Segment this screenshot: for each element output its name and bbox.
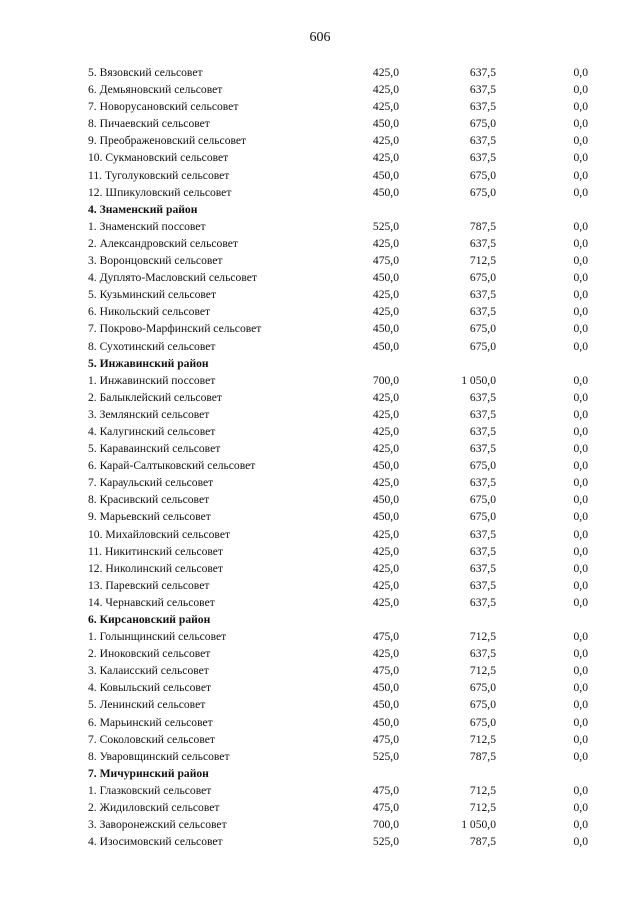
value-column-3: 0,0 bbox=[573, 835, 588, 849]
table-row bbox=[88, 679, 588, 696]
value-column-2: 787,5 bbox=[469, 749, 496, 763]
value-column-3: 0,0 bbox=[573, 578, 588, 592]
value-column-3: 0,0 bbox=[573, 185, 588, 199]
table-row bbox=[88, 167, 588, 184]
value-column-2: 637,5 bbox=[469, 288, 496, 302]
table-row bbox=[88, 696, 588, 713]
value-column-1: 425,0 bbox=[372, 407, 399, 421]
value-column-1: 450,0 bbox=[372, 185, 399, 199]
value-column-2: 1 050,0 bbox=[461, 373, 496, 387]
settlement-name: 6. Никольский сельсовет bbox=[88, 305, 211, 319]
value-column-1: 700,0 bbox=[372, 373, 399, 387]
value-column-1: 425,0 bbox=[372, 578, 399, 592]
value-column-3: 0,0 bbox=[573, 664, 588, 678]
value-column-1: 425,0 bbox=[372, 544, 399, 558]
value-column-2: 637,5 bbox=[469, 424, 496, 438]
value-column-2: 675,0 bbox=[469, 698, 496, 712]
value-column-2: 637,5 bbox=[469, 647, 496, 661]
value-column-2: 675,0 bbox=[469, 339, 496, 353]
value-column-2: 712,5 bbox=[469, 732, 496, 746]
value-column-1: 450,0 bbox=[372, 715, 399, 729]
value-column-3: 0,0 bbox=[573, 407, 588, 421]
table-row bbox=[88, 645, 588, 662]
value-column-1: 425,0 bbox=[372, 83, 399, 97]
value-column-2: 637,5 bbox=[469, 100, 496, 114]
value-column-2: 712,5 bbox=[469, 630, 496, 644]
settlement-name: 7. Покрово-Марфинский сельсовет bbox=[88, 322, 262, 336]
value-column-3: 0,0 bbox=[573, 168, 588, 182]
value-column-1: 475,0 bbox=[372, 732, 399, 746]
value-column-2: 637,5 bbox=[469, 407, 496, 421]
settlement-name: 2. Балыклейский сельсовет bbox=[88, 390, 222, 404]
table-row bbox=[88, 782, 588, 799]
table-row bbox=[88, 269, 588, 286]
value-column-1: 425,0 bbox=[372, 476, 399, 490]
table-row bbox=[88, 303, 588, 320]
value-column-1: 450,0 bbox=[372, 168, 399, 182]
table-row bbox=[88, 235, 588, 252]
value-column-1: 525,0 bbox=[372, 749, 399, 763]
value-column-2: 675,0 bbox=[469, 117, 496, 131]
value-column-1: 425,0 bbox=[372, 424, 399, 438]
value-column-3: 0,0 bbox=[573, 305, 588, 319]
value-column-1: 450,0 bbox=[372, 322, 399, 336]
value-column-3: 0,0 bbox=[573, 288, 588, 302]
district-header-row bbox=[88, 611, 588, 628]
table-row bbox=[88, 338, 588, 355]
settlement-name: 3. Заворонежский сельсовет bbox=[88, 818, 227, 832]
value-column-3: 0,0 bbox=[573, 698, 588, 712]
value-column-3: 0,0 bbox=[573, 390, 588, 404]
value-column-1: 475,0 bbox=[372, 783, 399, 797]
value-column-3: 0,0 bbox=[573, 527, 588, 541]
value-column-3: 0,0 bbox=[573, 749, 588, 763]
value-column-1: 475,0 bbox=[372, 801, 399, 815]
district-name: 6. Кирсановский район bbox=[88, 613, 211, 626]
value-column-1: 425,0 bbox=[372, 442, 399, 456]
settlement-name: 8. Сухотинский сельсовет bbox=[88, 339, 216, 353]
value-column-3: 0,0 bbox=[573, 783, 588, 797]
value-column-2: 637,5 bbox=[469, 578, 496, 592]
value-column-2: 712,5 bbox=[469, 664, 496, 678]
value-column-1: 450,0 bbox=[372, 510, 399, 524]
settlement-name: 4. Изосимовский сельсовет bbox=[88, 835, 223, 849]
value-column-2: 637,5 bbox=[469, 595, 496, 609]
value-column-3: 0,0 bbox=[573, 442, 588, 456]
table-row bbox=[88, 440, 588, 457]
value-column-3: 0,0 bbox=[573, 219, 588, 233]
value-column-1: 450,0 bbox=[372, 339, 399, 353]
value-column-3: 0,0 bbox=[573, 732, 588, 746]
settlement-name: 4. Калугинский сельсовет bbox=[88, 424, 216, 438]
value-column-2: 637,5 bbox=[469, 390, 496, 404]
value-column-2: 675,0 bbox=[469, 168, 496, 182]
value-column-3: 0,0 bbox=[573, 100, 588, 114]
settlement-name: 8. Пичаевский сельсовет bbox=[88, 117, 210, 131]
value-column-2: 712,5 bbox=[469, 254, 496, 268]
page-number: 606 bbox=[309, 30, 331, 45]
settlement-name: 4. Ковыльский сельсовет bbox=[88, 681, 212, 695]
value-column-1: 425,0 bbox=[372, 66, 399, 79]
value-column-3: 0,0 bbox=[573, 715, 588, 729]
value-column-1: 425,0 bbox=[372, 134, 399, 148]
settlement-name: 2. Иноковский сельсовет bbox=[88, 647, 211, 661]
table-row bbox=[88, 98, 588, 115]
value-column-1: 425,0 bbox=[372, 288, 399, 302]
document-table bbox=[88, 64, 588, 850]
settlement-name: 13. Паревский сельсовет bbox=[88, 578, 210, 592]
settlement-name: 1. Знаменский поссовет bbox=[88, 219, 206, 233]
value-column-2: 637,5 bbox=[469, 236, 496, 250]
table-row bbox=[88, 81, 588, 98]
settlement-name: 2. Жидиловский сельсовет bbox=[88, 801, 220, 815]
table-row bbox=[88, 731, 588, 748]
table-row bbox=[88, 184, 588, 201]
value-column-3: 0,0 bbox=[573, 271, 588, 285]
settlement-name: 12. Николинский сельсовет bbox=[88, 561, 224, 575]
table-row bbox=[88, 526, 588, 543]
value-column-3: 0,0 bbox=[573, 339, 588, 353]
district-header-row bbox=[88, 201, 588, 218]
settlement-name: 6. Демьяновский сельсовет bbox=[88, 83, 223, 97]
value-column-3: 0,0 bbox=[573, 544, 588, 558]
table-row bbox=[88, 577, 588, 594]
value-column-2: 675,0 bbox=[469, 459, 496, 473]
table-row bbox=[88, 799, 588, 816]
value-column-2: 675,0 bbox=[469, 271, 496, 285]
value-column-3: 0,0 bbox=[573, 493, 588, 507]
settlement-name: 3. Калаисский сельсовет bbox=[88, 664, 209, 678]
value-column-3: 0,0 bbox=[573, 151, 588, 165]
value-column-3: 0,0 bbox=[573, 681, 588, 695]
value-column-3: 0,0 bbox=[573, 630, 588, 644]
value-column-1: 425,0 bbox=[372, 527, 399, 541]
settlement-name: 8. Красивский сельсовет bbox=[88, 493, 210, 507]
settlement-name: 5. Вязовский сельсовет bbox=[88, 66, 203, 79]
table-row bbox=[88, 628, 588, 645]
value-column-1: 425,0 bbox=[372, 100, 399, 114]
value-column-2: 637,5 bbox=[469, 151, 496, 165]
table-row bbox=[88, 286, 588, 303]
district-header-row bbox=[88, 355, 588, 372]
table-row bbox=[88, 406, 588, 423]
settlement-name: 6. Марьинский сельсовет bbox=[88, 715, 213, 729]
table-row bbox=[88, 64, 588, 81]
table-row bbox=[88, 833, 588, 850]
table-row bbox=[88, 594, 588, 611]
value-column-3: 0,0 bbox=[573, 83, 588, 97]
value-column-3: 0,0 bbox=[573, 134, 588, 148]
value-column-2: 675,0 bbox=[469, 322, 496, 336]
value-column-3: 0,0 bbox=[573, 373, 588, 387]
settlement-name: 11. Никитинский сельсовет bbox=[88, 544, 224, 558]
district-name: 4. Знаменский район bbox=[88, 202, 198, 216]
table-row bbox=[88, 320, 588, 337]
value-column-2: 637,5 bbox=[469, 134, 496, 148]
value-column-3: 0,0 bbox=[573, 117, 588, 131]
value-column-1: 450,0 bbox=[372, 459, 399, 473]
district-name: 5. Инжавинский район bbox=[88, 356, 209, 370]
value-column-1: 475,0 bbox=[372, 630, 399, 644]
table-row bbox=[88, 132, 588, 149]
value-column-3: 0,0 bbox=[573, 66, 588, 79]
value-column-3: 0,0 bbox=[573, 561, 588, 575]
settlement-name: 5. Караваинский сельсовет bbox=[88, 442, 221, 456]
value-column-3: 0,0 bbox=[573, 459, 588, 473]
value-column-2: 637,5 bbox=[469, 476, 496, 490]
settlement-name: 5. Кузьминский сельсовет bbox=[88, 288, 217, 302]
table-row bbox=[88, 457, 588, 474]
value-column-2: 675,0 bbox=[469, 493, 496, 507]
value-column-1: 450,0 bbox=[372, 117, 399, 131]
value-column-2: 675,0 bbox=[469, 681, 496, 695]
district-name: 7. Мичуринский район bbox=[88, 766, 209, 780]
settlement-name: 8. Уваровщинский сельсовет bbox=[88, 749, 230, 763]
value-column-2: 637,5 bbox=[469, 83, 496, 97]
settlement-name: 6. Карай-Салтыковский сельсовет bbox=[88, 459, 256, 473]
value-column-1: 450,0 bbox=[372, 681, 399, 695]
value-column-3: 0,0 bbox=[573, 647, 588, 661]
value-column-2: 712,5 bbox=[469, 801, 496, 815]
table-row bbox=[88, 149, 588, 166]
value-column-1: 425,0 bbox=[372, 236, 399, 250]
value-column-2: 712,5 bbox=[469, 783, 496, 797]
settlement-name: 7. Караульский сельсовет bbox=[88, 476, 214, 490]
value-column-1: 425,0 bbox=[372, 561, 399, 575]
settlement-name: 3. Землянский сельсовет bbox=[88, 407, 210, 421]
value-column-2: 1 050,0 bbox=[461, 818, 496, 832]
value-column-2: 637,5 bbox=[469, 527, 496, 541]
value-column-3: 0,0 bbox=[573, 476, 588, 490]
value-column-1: 525,0 bbox=[372, 219, 399, 233]
value-column-1: 425,0 bbox=[372, 647, 399, 661]
value-column-1: 475,0 bbox=[372, 254, 399, 268]
value-column-1: 475,0 bbox=[372, 664, 399, 678]
value-column-2: 787,5 bbox=[469, 835, 496, 849]
settlement-name: 12. Шпикуловский сельсовет bbox=[88, 185, 232, 199]
table-row bbox=[88, 508, 588, 525]
settlement-name: 10. Сукмановский сельсовет bbox=[88, 151, 229, 165]
table-row bbox=[88, 115, 588, 132]
settlement-name: 2. Александровский сельсовет bbox=[88, 236, 238, 250]
table-row bbox=[88, 543, 588, 560]
value-column-3: 0,0 bbox=[573, 595, 588, 609]
table-row bbox=[88, 474, 588, 491]
value-column-2: 637,5 bbox=[469, 305, 496, 319]
settlement-name: 10. Михайловский сельсовет bbox=[88, 527, 231, 541]
table-row bbox=[88, 748, 588, 765]
table-row bbox=[88, 423, 588, 440]
settlement-name: 7. Соколовский сельсовет bbox=[88, 732, 215, 746]
value-column-2: 675,0 bbox=[469, 510, 496, 524]
table-row bbox=[88, 816, 588, 833]
value-column-2: 637,5 bbox=[469, 561, 496, 575]
value-column-2: 637,5 bbox=[469, 442, 496, 456]
settlement-name: 1. Голынщинский сельсовет bbox=[88, 630, 227, 644]
table-row bbox=[88, 560, 588, 577]
value-column-3: 0,0 bbox=[573, 801, 588, 815]
value-column-1: 425,0 bbox=[372, 595, 399, 609]
table-row bbox=[88, 662, 588, 679]
table-row bbox=[88, 218, 588, 235]
value-column-3: 0,0 bbox=[573, 510, 588, 524]
table-row bbox=[88, 372, 588, 389]
settlement-name: 14. Чернавский сельсовет bbox=[88, 595, 215, 609]
value-column-1: 450,0 bbox=[372, 271, 399, 285]
value-column-2: 637,5 bbox=[469, 544, 496, 558]
value-column-1: 425,0 bbox=[372, 305, 399, 319]
value-column-3: 0,0 bbox=[573, 236, 588, 250]
value-column-3: 0,0 bbox=[573, 254, 588, 268]
district-header-row bbox=[88, 765, 588, 782]
value-column-3: 0,0 bbox=[573, 322, 588, 336]
value-column-2: 787,5 bbox=[469, 219, 496, 233]
settlement-name: 11. Туголуковский сельсовет bbox=[88, 168, 230, 182]
settlement-name: 4. Дуплято-Масловский сельсовет bbox=[88, 271, 257, 285]
table-row bbox=[88, 389, 588, 406]
settlement-name: 9. Преображеновский сельсовет bbox=[88, 134, 247, 148]
settlement-name: 1. Инжавинский поссовет bbox=[88, 373, 216, 387]
value-column-2: 675,0 bbox=[469, 715, 496, 729]
value-column-1: 425,0 bbox=[372, 390, 399, 404]
settlement-name: 3. Воронцовский сельсовет bbox=[88, 254, 223, 268]
value-column-2: 675,0 bbox=[469, 185, 496, 199]
value-column-1: 525,0 bbox=[372, 835, 399, 849]
table-row bbox=[88, 252, 588, 269]
settlement-name: 1. Глазковский сельсовет bbox=[88, 783, 212, 797]
value-column-1: 450,0 bbox=[372, 698, 399, 712]
value-column-3: 0,0 bbox=[573, 424, 588, 438]
value-column-1: 450,0 bbox=[372, 493, 399, 507]
settlement-name: 5. Ленинский сельсовет bbox=[88, 698, 206, 712]
table-row bbox=[88, 714, 588, 731]
table-row bbox=[88, 491, 588, 508]
value-column-2: 637,5 bbox=[469, 66, 496, 79]
settlement-name: 7. Новорусановский сельсовет bbox=[88, 100, 239, 114]
value-column-3: 0,0 bbox=[573, 818, 588, 832]
settlement-name: 9. Марьевский сельсовет bbox=[88, 510, 211, 524]
value-column-1: 425,0 bbox=[372, 151, 399, 165]
value-column-1: 700,0 bbox=[372, 818, 399, 832]
